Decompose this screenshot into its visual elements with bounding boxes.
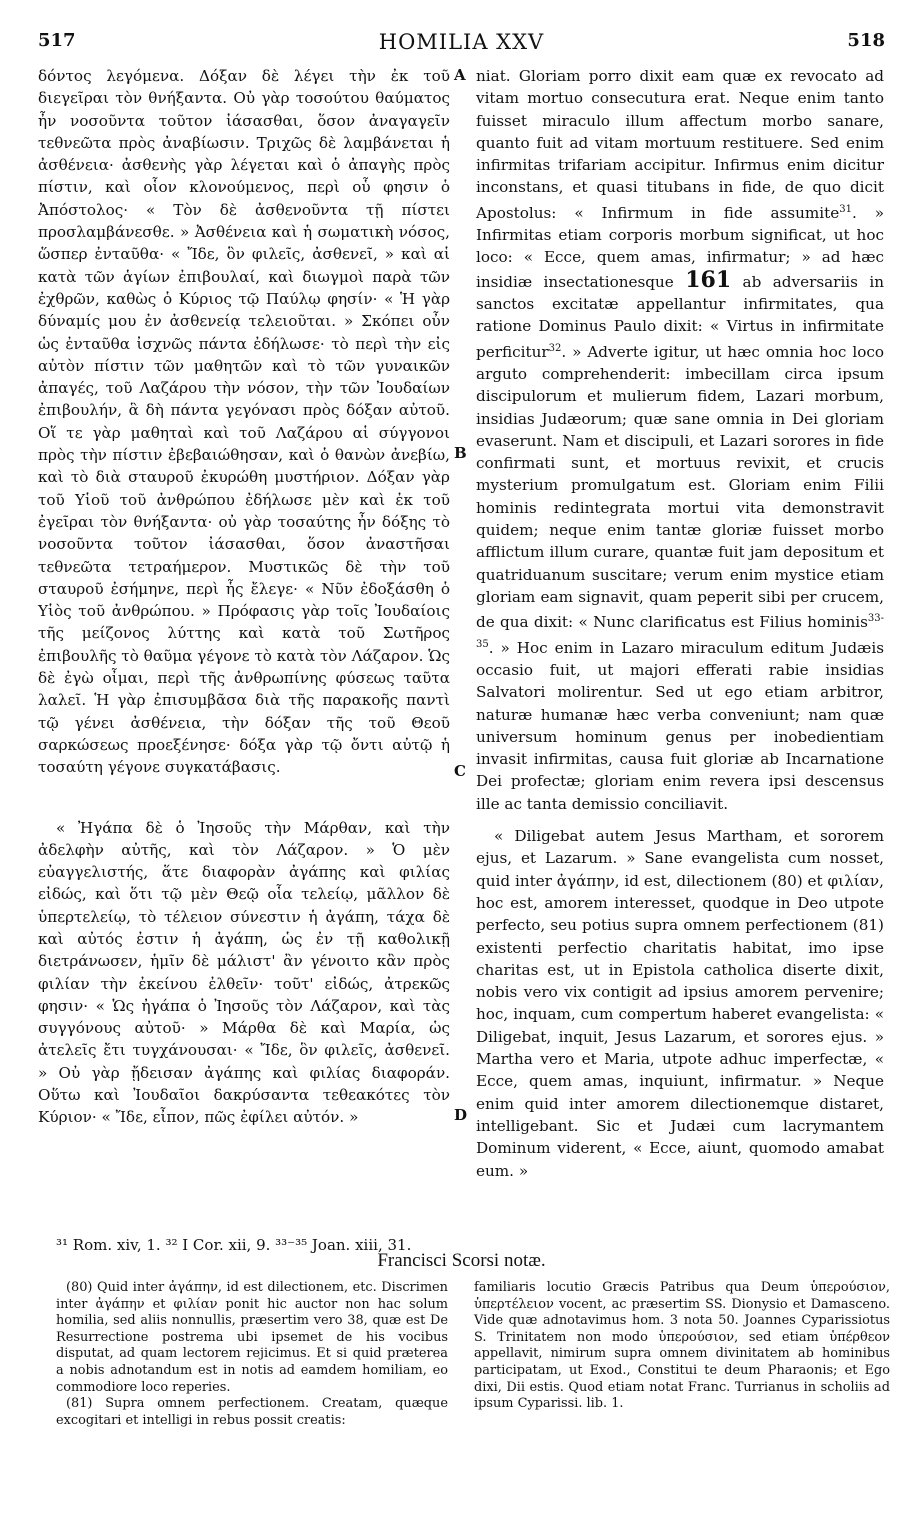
page-header (30, 30, 893, 60)
footnote-marker: 31 (839, 203, 852, 215)
greek-paragraph-2: « Ἠγάπα δὲ ὁ Ἰησοῦς τὴν Μάρθαν, καὶ τὴν ἀδελφὴν αὐτῆς, καὶ τὸν Λάζαρον. » Ὁ μὲν εὐαγγελιστής, ἅτε διαφορὰν ἀγάπης καὶ φιλίας εἰδώς, καὶ ὅτι τῷ μὲν Θεῷ οἷα τελείῳ, μᾶλλον δὲ ὑπερτελείῳ, τὸ τέλειον σύνεστιν ἡ ἀγάπη, τάχα δὲ καὶ αὐτός ἐστιν ἡ ἀγάπη, ὡς ἐν τῇ καθολικῇ διετράνωσεν, ἡμῖν δὲ μάλιστ' ἂν γένοιτο κἂν πρὸς φιλίαν τὴν ἐκείνου ἐλθεῖν· τοῦτ' εἰδώς, ἀτρεκῶς φησιν· « Ὡς ἠγάπα ὁ Ἰησοῦς τὸν Λάζαρον, καὶ τὰς συγγόνους αὐτοῦ· » Μάρθα δὲ καὶ Μαρία, ὡς ἀτελεῖς ἔτι τυγχάνουσαι· « Ἴδε, ὃν φιλεῖς, ἀσθενεῖ. » Οὐ γὰρ ᾔδεισαν ἀγάπης καὶ φιλίας διαφοράν. Οὕτω καὶ Ἰουδαῖοι δακρύσαντα τεθεακότες τὸν Κύριον· « Ἴδε, εἶπον, πῶς ἐφίλει αὐτόν. » (38, 818, 450, 1127)
note-81: (81) Supra omnem perfectionem. Creatam, quæque excogitari et intelligi in rebus possit creatis: (56, 1396, 448, 1428)
latin-text: . » Infirmitas etiam corporis morbum significat, ut hoc loco: « Ecce, quem amas, infirmatur; » ad hæc insidiæ insectationesque (476, 203, 884, 291)
latin-column (476, 65, 884, 1182)
margin-marker-c: C (454, 762, 466, 780)
footnote-marker: 32 (548, 342, 562, 354)
notes-right-column (474, 1280, 890, 1413)
note-81-continued: familiaris locutio Græcis Patribus qua Deum ὑπερούσιον, ὑπερτέλειον vocent, ac præsertim SS. Dionysio et Damasceno. Vide quæ adnotavimus hom. 3 nota 50. Joannes Cyparissiotus S. Trinitatem non modo ὑπερούσιον, sed etiam ὑπέρθεον appellavit, nimirum supra omnem divinitatem ab hominibus participatam, ut Exod., Constitui te deum Pharaonis; et Ego dixi, Dii estis. Quod etiam notat Franc. Turrianus in scholiis ad ipsum Cyparissi. lib. 1. (474, 1280, 890, 1412)
latin-paragraph-1 (476, 65, 884, 815)
latin-text: . » Hoc enim in Lazaro miraculum editum Judæis occasio fuit, ut majori efferati rabie insidias Salvatori molirentur. Sed ut ego etiam arbitror, naturæ humanæ hæc verba conveniunt; nam quæ universum hominum genus per inobedientiam invasit infirmitas, causa fuit gloriæ ab Incarnatione Dei profectæ; gloriam enim revera ipsi descensus ille ac tanta demissio conciliavit. (476, 638, 884, 813)
column-number: 161 (685, 266, 732, 293)
footnote-marker: 33-35 (476, 613, 884, 650)
latin-text: . » Adverte igitur, ut hæc omnia hoc loco arguto comprehenderit: imbecillam circa ipsum discipulorum et mulierum fidem, Lazari morbum, insidias Judæorum; quæ sane omnia in Dei gloriam evaserunt. Nam et discipuli, et Lazari sorores in fide confirmati sunt, et mortuus revixit, et crucis mysterium promulgatum est. Gloriam enim Filii hominis redintegrata mortui vita demonstravit quidem; neque enim tantæ gloriæ fuisset morbo afflictum illum curare, quantæ fuit jam depositum et quatriduanum suscitare; verum enim mystice etiam gloriam eam signavit, quam peperit sibi per crucem, de qua dixit: « Nunc clarificatus est Filius hominis (476, 342, 884, 632)
notes-left-column (56, 1280, 448, 1429)
greek-paragraph-1: δόντος λεγόμενα. Δόξαν δὲ λέγει τὴν ἐκ τοῦ διεγεῖραι τὸν θνήξαντα. Οὐ γὰρ τοσούτου θαύματος ἦν νοσοῦντα τοῦτον ἰάσασθαι, ὅσον ἀναγαγεῖν τεθνεῶτα πρὸς ἀναβίωσιν. Τριχῶς δὲ λαμβάνεται ἡ ἀσθένεια· ἀσθενὴς γὰρ λέγεται καὶ ὁ ἀπαγὴς πρὸς πίστιν, καὶ οἷον κλονούμενος, περὶ οὗ φησιν ὁ Ἀπόστολος· « Τὸν δὲ ἀσθενοῦντα τῇ πίστει προσλαμβάνεσθε. » Ἀσθένεια καὶ ἡ σωματικὴ νόσος, ὥσπερ ἐνταῦθα· « Ἴδε, ὃν φιλεῖς, ἀσθενεῖ, » καὶ αἱ κατὰ τῶν ἁγίων ἐπιβουλαί, καὶ διωγμοὶ παρὰ τῶν ἐχθρῶν, καθὼς ὁ Κύριος τῷ Παύλῳ φησίν· « Ἡ γὰρ δύναμίς μου ἐν ἀσθενείᾳ τελειοῦται. » Σκόπει οὖν ὡς ἐνταῦθα ἰσχνῶς πάντα ἐδήλωσε· τὸ περὶ τὴν εἰς αὐτὸν πίστιν τῶν μαθητῶν καὶ τὸ τῶν γυναικῶν ἀπαγές, τοῦ Λαζάρου τὴν νόσον, τὴν τῶν Ἰουδαίων ἐπιβουλήν, ἃ δὴ πάντα γεγόνασι πρὸς δόξαν αὐτοῦ. Οἵ τε γὰρ μαθηταὶ καὶ τοῦ Λαζάρου αἱ σύγγονοι πρὸς τὴν πίστιν ἐβεβαιώθησαν, καὶ ὁ θανὼν ἀνεβίω, καὶ τὸ διὰ σταυροῦ ἐκυρώθη μυστήριον. Δόξαν γὰρ τοῦ Υἱοῦ τοῦ ἀνθρώπου ἐδήλωσε μὲν καὶ ἐκ τοῦ ἐγεῖραι τὸν θνήξαντα· οὐ γὰρ τοσαύτης ἦν δόξης τὸ νοσοῦντα τοῦτον ἰάσασθαι, ὅσον ἀναστῆσαι τεθνεῶτα τετραήμερον. Μυστικῶς δὲ τὴν τοῦ σταυροῦ ἐσήμηνε, περὶ ἧς ἔλεγε· « Νῦν ἐδοξάσθη ὁ Υἱὸς τοῦ ἀνθρώπου. » Πρόφασις γὰρ τοῖς Ἰουδαίοις τῆς μείζονος λύττης καὶ κατὰ τοῦ Σωτῆρος ἐπιβουλῆς τὸ θαῦμα γέγονε τὸ κατὰ τὸν Λάζαρον. Ὡς δὲ ἐγὼ οἶμαι, περὶ τῆς ἀνθρωπίνης φύσεως ταῦτα λαλεῖ. Ἡ γὰρ ἐπισυμβᾶσα διὰ τῆς παρακοῆς παντὶ τῷ γένει ἀσθένεια, τὴν δόξαν τῆς τοῦ Θεοῦ σαρκώσεως προεξένησε· δόξα γὰρ τῷ ὄντι αὐτῷ ἡ τοσαύτη γέγονε συγκατάβασις. (38, 67, 450, 777)
latin-paragraph-2: « Diligebat autem Jesus Martham, et sororem ejus, et Lazarum. » Sane evangelista cum nosset, quid inter ἀγάπην, id est, dilectionem (80) et φιλίαν, hoc est, amorem interesset, quodque in Deo utpote perfecto, seu potius supra omnem perfectionem (81) existenti perfectio charitatis habitat, imo ipse charitas est, ut in Epistola catholica diserte dixit, nobis vero vix contigit ad ipsius amorem pervenire; hoc, inquam, cum compertum haberet evangelista: « Diligebat, inquit, Jesus Lazarum, et sorores ejus. » Martha vero et Maria, utpote adhuc imperfectæ, « Ecce, quem amas, inquiunt, infirmatur. » Neque enim quid inter amorem dilectionemque distaret, intelligebant. Sic et Judæi cum lacrymantem Dominum viderent, « Ecce, aiunt, quomodo amabat eum. » (476, 827, 884, 1180)
page-number-right: 518 (847, 30, 885, 51)
running-title: HOMILIA XXV (378, 30, 545, 54)
latin-text: niat. Gloriam porro dixit eam quæ ex revocato ad vitam mortuo consecutura erat. Neque enim tanto fuisset miraculo illum affectum morbo sanare, quanto fuit ad vitam mortuum restituere. Sed enim infirmitas trifariam accipitur. Infirmus enim dicitur inconstans, et quasi titubans in fide, de quo dicit Apostolus: « Infirmum in fide assumite (476, 67, 884, 222)
notes-title: Francisci Scorsi notæ. (377, 1250, 546, 1271)
note-80: (80) Quid inter ἀγάπην, id est dilectionem, etc. Discrimen inter ἀγάπην et φιλίαν ponit hic auctor non hac solum homilia, sed aliis nonnullis, præsertim vero 38, quæ est De Resurrectione postrema ubi ipsemet de his vocibus disputat, ad quam lectorem rejicimus. Et si quid præterea a nobis adnotandum est in notis ad eamdem homiliam, eo commodiore loco reperies. (56, 1280, 448, 1395)
margin-marker-a: A (454, 66, 466, 84)
footnote-references: ³¹ Rom. xiv, 1. ³² I Cor. xii, 9. ³³⁻³⁵ Joan. xiii, 31. (56, 1236, 412, 1254)
margin-marker-b: B (454, 444, 467, 462)
latin-text: ab adversariis in sanctos excitatæ appellantur infirmitates, qua ratione Dominus Paulo dixit: « Virtus in infirmitate perficitur (476, 272, 884, 361)
page-number-left: 517 (38, 30, 76, 51)
margin-marker-d: D (454, 1106, 468, 1124)
greek-column (38, 65, 450, 1129)
